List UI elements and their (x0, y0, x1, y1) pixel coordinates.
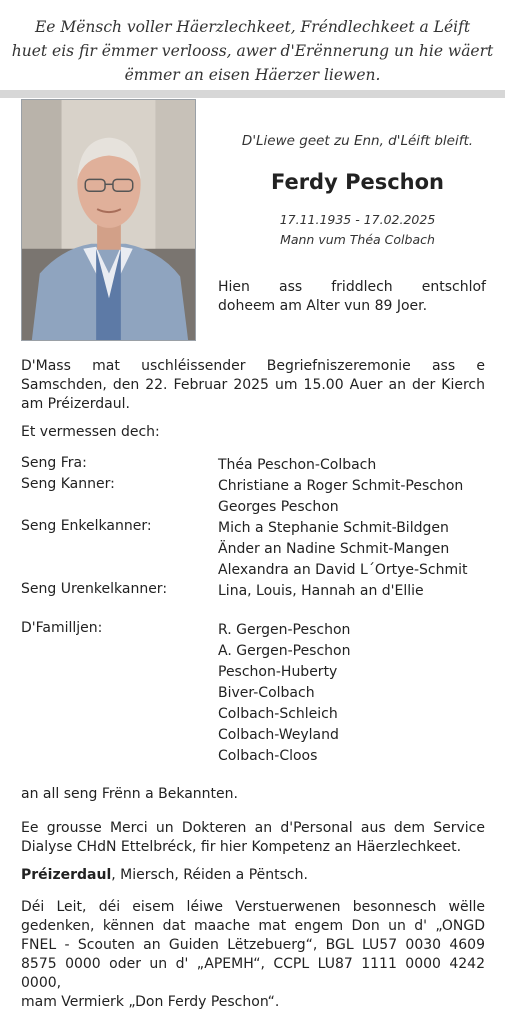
mourners-intro: Et vermessen dech: (21, 424, 160, 440)
motto: D'Liewe geet zu Enn, d'Léift bleift. (241, 133, 474, 149)
family-name: Colbach-Schleich (218, 706, 338, 722)
family-names-great-grandchildren (218, 581, 424, 602)
family-label-children: Seng Kanner: (21, 476, 115, 492)
family-names-grandchildren (218, 518, 468, 581)
passing-line: Hien ass friddlech entschlof (218, 279, 486, 295)
family-label-great-grandchildren: Seng Urenkelkanner: (21, 581, 168, 597)
thanks-line: Dialyse CHdN Ettelbréck, fir hier Kompetenz an Häerzlechkeet. (21, 839, 462, 855)
place-rest: , Miersch, Réiden a Pëntsch. (111, 867, 308, 883)
family-label-families: D'Familljen: (21, 620, 103, 636)
family-names-families (218, 620, 351, 767)
quote-line: huet eis fir ëmmer verlooss, awer d'Erënnerung un hie wäert (11, 42, 494, 60)
family-label-grandchildren: Seng Enkelkanner: (21, 518, 152, 534)
friends-line: an all seng Frënn a Bekannten. (21, 786, 238, 802)
place-line (21, 866, 485, 885)
passing-notice (218, 278, 486, 316)
family-name: Georges Peschon (218, 499, 339, 515)
family-name: Lina, Louis, Hannah an d'Ellie (218, 583, 424, 599)
divider (0, 90, 505, 98)
donation-line: mam Vermierk „Don Ferdy Peschon“. (21, 994, 280, 1010)
portrait-illustration (22, 100, 195, 340)
mass-line: am Préizerdaul. (21, 396, 130, 412)
donation-line: 8575 0000 oder un d' „APEMH“, CCPL LU87 1111 0000 4242 0000, (21, 956, 485, 991)
deceased-name: Ferdy Peschon (270, 170, 445, 194)
funeral-mass-notice (21, 357, 485, 414)
mass-line: Samschden, den 22. Februar 2025 um 15.00 Auer an der Kierch (21, 377, 485, 393)
mass-line: D'Mass mat uschléissender Begriefniszeremonie ass e (21, 358, 485, 374)
thanks-line: Ee grousse Merci un Dokteren an d'Personal aus dem Service (21, 820, 485, 836)
passing-line: doheem am Alter vun 89 Joer. (218, 298, 428, 314)
family-name: Änder an Nadine Schmit-Mangen (218, 541, 450, 557)
family-name: R. Gergen-Peschon (218, 622, 351, 638)
life-dates: 17.11.1935 - 17.02.2025 (279, 212, 436, 227)
quote-line: Ee Mënsch voller Häerzlechkeet, Fréndlechkeet a Léift (34, 18, 471, 36)
family-label-wife: Seng Fra: (21, 455, 87, 471)
donation-notice (21, 898, 485, 1012)
memorial-quote (0, 15, 505, 87)
donation-line: Déi Leit, déi eisem léiwe Verstuerwenen besonnesch wëlle (21, 899, 485, 915)
place-bold: Préizerdaul (21, 867, 112, 883)
portrait-photo (21, 99, 196, 341)
donation-line: gedenken, kënnen dat maache mat engem Don un d' „ONGD (21, 918, 485, 934)
family-name: A. Gergen-Peschon (218, 643, 351, 659)
family-name: Christiane a Roger Schmit-Peschon (218, 478, 464, 494)
family-name: Biver-Colbach (218, 685, 315, 701)
family-name: Théa Peschon-Colbach (218, 457, 377, 473)
donation-line: FNEL - Scouten an Guiden Lëtzebuerg“, BGL LU57 0030 4609 (21, 937, 485, 953)
family-name: Peschon-Huberty (218, 664, 338, 680)
family-name: Mich a Stephanie Schmit-Bildgen (218, 520, 449, 536)
thanks-notice (21, 819, 485, 857)
family-names-children (218, 476, 463, 518)
family-name: Colbach-Weyland (218, 727, 339, 743)
quote-line: ëmmer an eisen Häerzer liewen. (124, 66, 381, 84)
family-name: Colbach-Cloos (218, 748, 318, 764)
family-name: Alexandra an David L´Ortye-Schmit (218, 562, 468, 578)
spouse-line: Mann vum Théa Colbach (280, 232, 435, 247)
family-names-wife (218, 455, 376, 476)
